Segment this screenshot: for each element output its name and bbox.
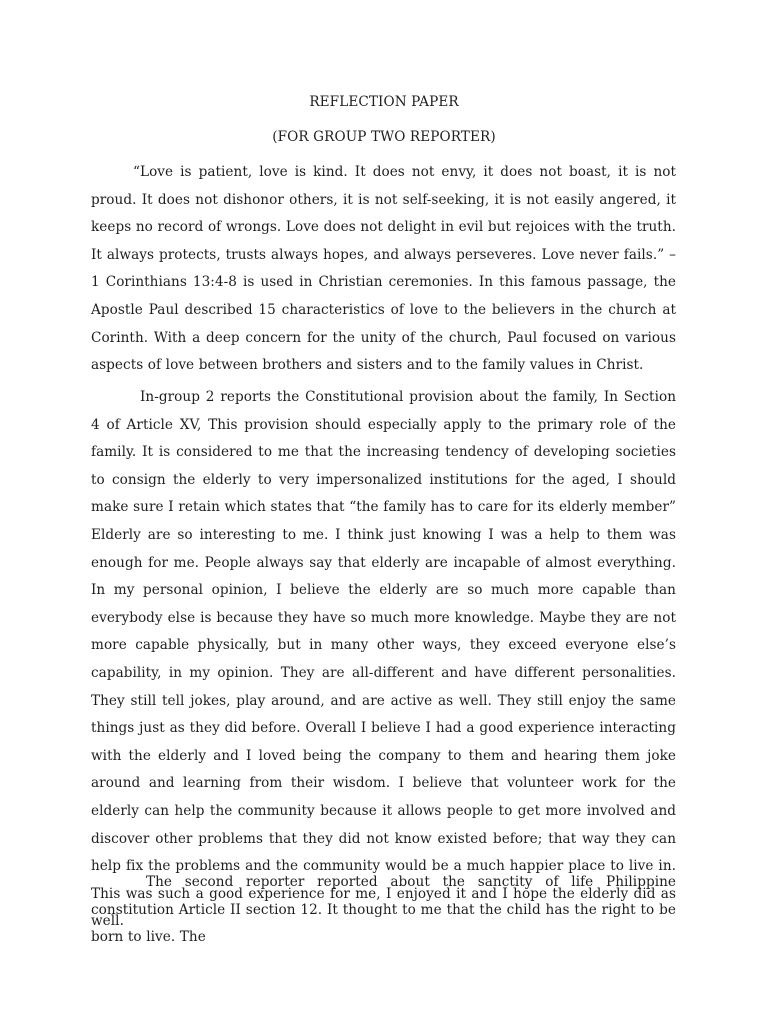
document-subtitle: (FOR GROUP TWO REPORTER) xyxy=(272,129,496,145)
document-title: REFLECTION PAPER xyxy=(309,94,459,110)
paragraph-family-provision: In-group 2 reports the Constitutional provision about the family, In Section 4 of Article XV, This provision should especially apply to the primary role of the family. It is considered to me that the increasing tendency of developing societies to consign the elderly to very impersonalized institutions for the aged, I should make sure I retain which states that “the family has to care for its elderly member” Elderly are so interesting to me. I think just knowing I was a help to them was enough for me. People always say that elderly are incapable of almost everything. In my personal opinion, I believe the elderly are so much more capable than everybody else is because they have so much more knowledge. Maybe they are not more capable physically, but in many other ways, they exceed everyone else’s capability, in my opinion. They are all-different and have different personalities. They still tell jokes, play around, and are active as well. They still enjoy the same things just as they did before. Overall I believe I had a good experience interacting with the elderly and I loved being the company to them and hearing them joke around and learning from their wisdom. I believe that volunteer work for the elderly can help the community because it allows people to get more involved and discover other problems that they did not know existed before; that way they can help fix the problems and the community would be a much happier place to live in. This was such a good experience for me, I enjoyed it and I hope the elderly did as well. xyxy=(91,389,676,930)
paragraph-corinthians: “Love is patient, love is kind. It does not envy, it does not boast, it is not proud. It does not dishonor others, it is not self-seeking, it is not easily angered, it keeps no record of wrongs. Love does not delight in evil but rejoices with the truth. It always protects, trusts always hopes, and always perseveres. Love never fails.” – 1 Corinthians 13:4-8 is used in Christian ceremonies. In this famous passage, the Apostle Paul described 15 characteristics of love to the believers in the church at Corinth. With a deep concern for the unity of the church, Paul focused on various aspects of love between brothers and sisters and to the family values in Christ. xyxy=(91,164,676,374)
paragraph-sanctity-of-life: The second reporter reported about the sanctity of life Philippine constitution Article II section 12. It thought to me that the child has the right to be born to live. The xyxy=(91,874,676,946)
